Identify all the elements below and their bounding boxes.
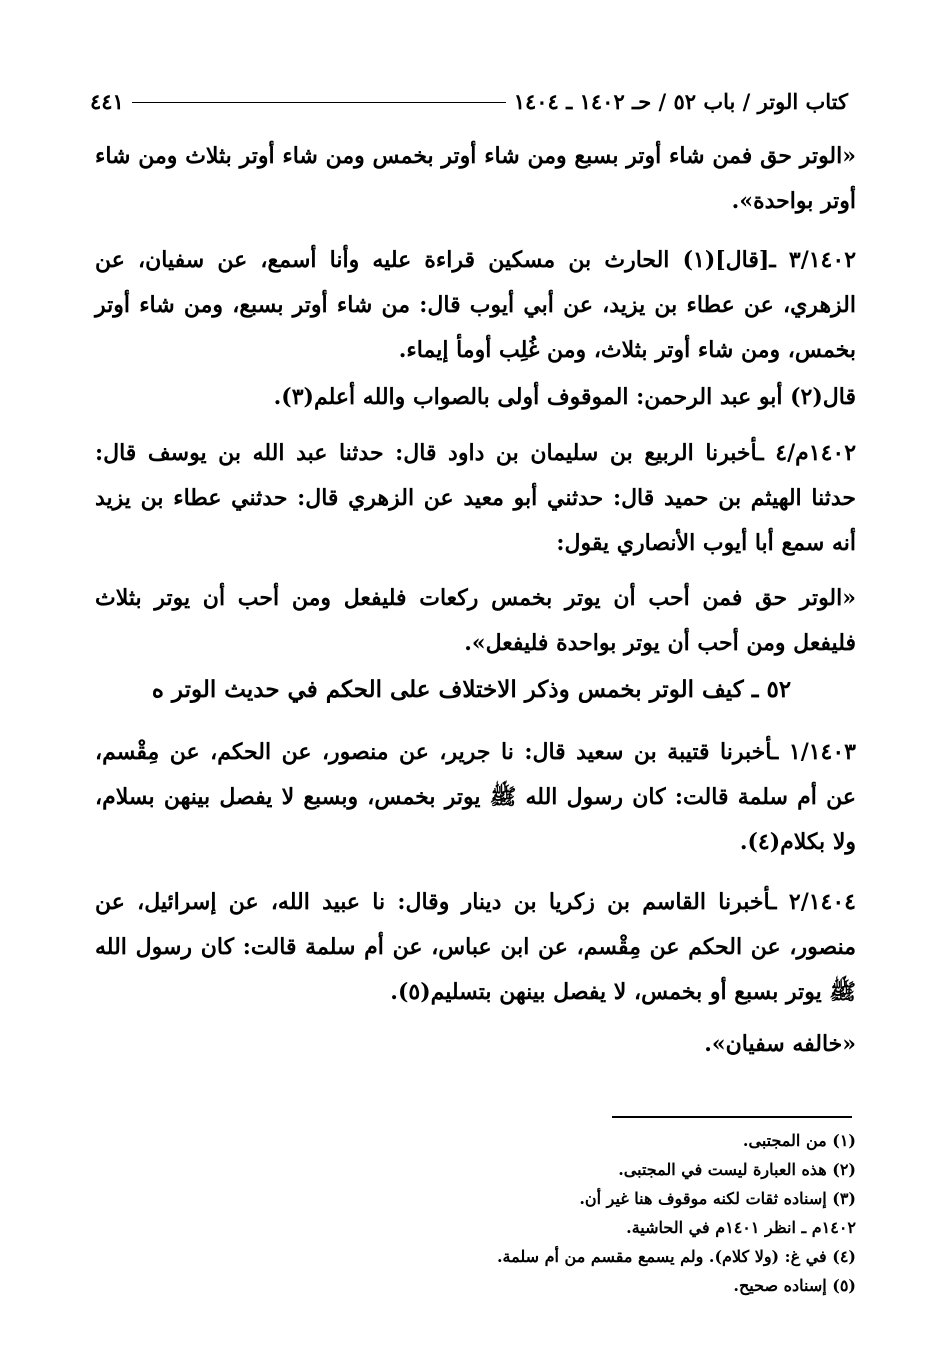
hadith-number: ١/١٤٠٣ ـ	[771, 739, 856, 765]
hadith-number: ٣/١٤٠٢ ـ	[769, 247, 857, 273]
footnote-item: (٥) إسناده صحيح.	[733, 1276, 856, 1295]
hadith-body: أخبرنا القاسم بن زكريا بن دينار وقال: نا عبيد الله، عن إسرائيل، عن منصور، عن الحكم عن مِقْسم، عن ابن عباس، عن أم سلمة قالت: كان رسول الله ﷺ يوتر بسبع أو بخمس، لا يفصل بينهن بتسليم(٥).	[95, 889, 856, 1005]
footnote-item: (٣) إسناده ثقات لكنه موقوف هنا غير أن.	[579, 1189, 856, 1208]
paragraph-text: قال(٢) أبو عبد الرحمن: الموقوف أولى بالصواب والله أعلم(٣).	[273, 384, 856, 410]
hadith-number: ١٤٠٢م/٤ ـ	[757, 440, 857, 466]
hadith-1403-1	[95, 730, 856, 865]
hadith-text-quote	[95, 576, 856, 666]
paragraph-text: «خالفه سفيان».	[704, 1031, 856, 1057]
hadith-1402-3	[95, 238, 856, 373]
header-rule	[132, 102, 506, 103]
hadith-text-continued	[95, 134, 856, 224]
hadith-body: [قال](١) الحارث بن مسكين قراءة عليه وأنا أسمع، عن سفيان، عن الزهري، عن عطاء بن يزيد، عن أبي أيوب قال: من شاء أوتر بسبع، ومن شاء أوتر بخمس، ومن شاء أوتر بثلاث، ومن غُلِب أومأ إيماء.	[95, 247, 856, 363]
hadith-1402m-4	[95, 431, 856, 566]
hadith-number: ٢/١٤٠٤ ـ	[770, 889, 856, 915]
footnote-item: (١) من المجتبى.	[742, 1131, 856, 1150]
page-number: ٤٤١	[90, 88, 124, 114]
footnote-item: (٢) هذه العبارة ليست في المجتبى.	[618, 1160, 856, 1179]
hadith-body: أخبرنا الربيع بن سليمان بن داود قال: حدثنا عبد الله بن يوسف قال: حدثنا الهيثم بن حميد قال: حدثني أبو معيد عن الزهري قال: حدثني عطاء بن يزيد أنه سمع أبا أيوب الأنصاري يقول:	[95, 440, 856, 556]
footnote-item: (٤) في غ: (ولا كلام). ولم يسمع مقسم من أم سلمة.	[496, 1247, 856, 1266]
hadith-body: أخبرنا قتيبة بن سعيد قال: نا جرير، عن منصور، عن الحكم، عن مِقْسم، عن أم سلمة قالت: كان رسول الله ﷺ يوتر بخمس، وبسبع لا يفصل بينهن بسلام، ولا بكلام(٤).	[95, 739, 856, 855]
footnotes	[300, 1126, 856, 1300]
closing-remark	[95, 1022, 856, 1067]
footnote-separator	[612, 1116, 852, 1118]
hadith-1404-2	[95, 880, 856, 1015]
running-header	[90, 86, 848, 116]
header-title: كتاب الوتر / باب ٥٢ / حـ ١٤٠٢ ـ ١٤٠٤	[513, 88, 848, 114]
footnote-item: ١٤٠٢م ـ انظر ١٤٠١م في الحاشية.	[626, 1218, 856, 1237]
paragraph-text: «الوتر حق فمن شاء أوتر بسبع ومن شاء أوتر بخمس ومن شاء أوتر بثلاث ومن شاء أوتر بواحدة».	[95, 143, 856, 214]
paragraph-text: «الوتر حق فمن أحب أن يوتر بخمس ركعات فليفعل ومن أحب أن يوتر بثلاث فليفعل ومن أحب أن يوتر بواحدة فليفعل».	[95, 585, 856, 656]
author-remark	[95, 375, 856, 420]
chapter-heading: ٥٢ ـ كيف الوتر بخمس وذكر الاختلاف على الحكم في حديث الوتر ه	[151, 676, 792, 703]
